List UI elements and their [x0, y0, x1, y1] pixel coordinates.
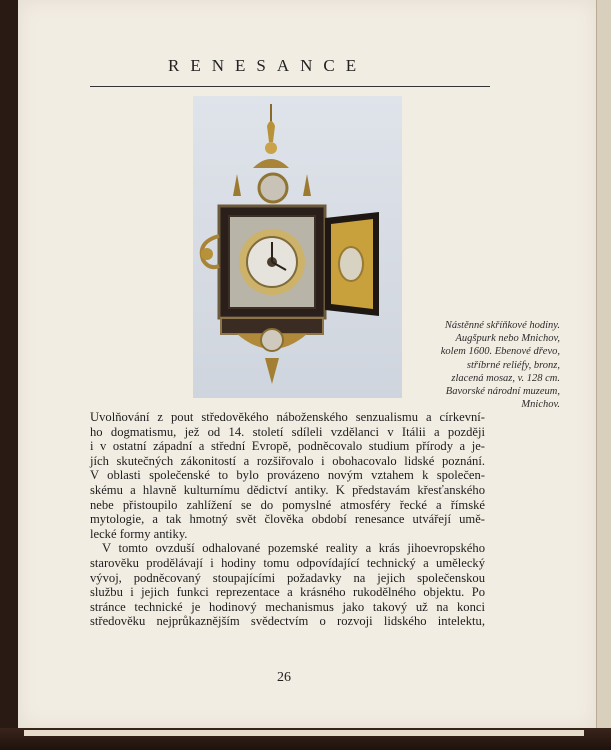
- text-line: lecké formy antiky.: [90, 526, 188, 541]
- text-line: nebe přistoupilo zahlížení se do pomyslné atmosféry řecké a římské: [90, 497, 485, 512]
- text-line: ho dogmatismu, jež od 14. století sdíleli vzdělanci v Itálii a později: [90, 424, 485, 439]
- text-line: skému a hlavně kulturnímu dědictví antiky. K představám křesťanského: [90, 482, 485, 497]
- text-line: jích skutečných zákonitostí a rozšiřovalo i obohacovalo lidské poznání.: [90, 453, 485, 468]
- caption-line: Mnichov.: [521, 399, 560, 411]
- running-head: RENESANCE: [168, 56, 368, 75]
- caption-line: kolem 1600. Ebenové dřevo,: [440, 346, 560, 358]
- caption-line: stříbrné reliéfy, bronz,: [466, 359, 560, 371]
- caption-line: Augšpurk nebo Mnichov,: [455, 333, 560, 345]
- text-line: středověku nejprůkaznějším svědectvím o rozvoji lidského intelektu,: [90, 614, 485, 629]
- figure-caption: [405, 319, 560, 411]
- text-line: vývoj, podněcovaný stoupajícími požadavky na jejich společenskou: [90, 570, 485, 585]
- text-line: stránce technické je hodinový mechanismus jako takový už na konci: [90, 599, 485, 614]
- page-number: 26: [277, 670, 291, 685]
- text-line: V tomto ovzduší odhalované pozemské reality a krás jihoevropského: [102, 541, 485, 556]
- text-line: i v ostatní západní a střední Evropě, podněcovalo studium přírody a je-: [90, 439, 485, 454]
- text-line: starověku prodělávají i hodiny tomu odpovídající technický a umělecký: [90, 555, 485, 570]
- page-stack-edge: [596, 0, 611, 730]
- text-line: V oblasti společenské to bylo provázeno novým vztahem k společen-: [90, 468, 485, 483]
- body-text: [90, 410, 485, 629]
- text-line: Uvolňování z pout středověkého náboženského senzualismu a církevní-: [90, 410, 485, 424]
- header-rule: [90, 86, 490, 87]
- text-line: službu i jejich funkci reprezentace a krásného rukodělného objektu. Po: [90, 585, 485, 600]
- clock-photo: [193, 96, 402, 398]
- book-cover-edge: [0, 728, 611, 750]
- wall-clock-illustration: [193, 96, 402, 398]
- text-line: mytologie, a tak hmotný svět člověka období renesance utvářejí umě-: [90, 512, 485, 527]
- caption-line: zlacená mosaz, v. 128 cm.: [451, 372, 560, 384]
- caption-line: Nástěnné skříňkové hodiny.: [444, 320, 560, 331]
- caption-line: Bavorské národní muzeum,: [445, 386, 560, 398]
